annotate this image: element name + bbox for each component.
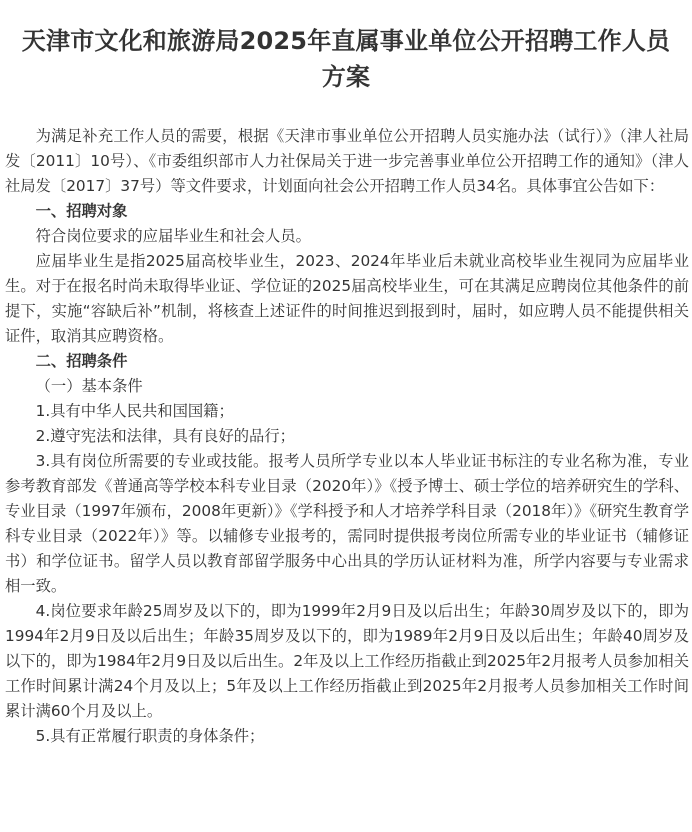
article-body <box>5 124 689 749</box>
page-title: 天津市文化和旅游局2025年直属事业单位公开招聘工作人员方案 <box>21 27 671 91</box>
section-heading-recruitment-targets: 一、招聘对象 <box>35 202 128 220</box>
subsection-basic-conditions: （一）基本条件 <box>35 377 143 395</box>
condition-item-4: 4.岗位要求年龄25周岁及以下的，即为1999年2月9日及以后出生；年龄30周岁及以下的，即为1994年2月9日及以后出生；年龄35周岁及以下的，即为1989年2月9日及以后出生；年龄40周岁及以下的，即为1984年2月9日及以后出生。2年及以上工作经历指截止到2025年2月报考人员参加相关工作时间累计满24个月及以上；5年及以上工作经历指截止到2025年2月报考人员参加相关工作时间累计满60个月及以上。 <box>5 602 689 720</box>
condition-item-2: 2.遵守宪法和法律，具有良好的品行； <box>35 427 295 445</box>
paragraph-graduate-definition: 应届毕业生是指2025届高校毕业生，2023、2024年毕业后未就业高校毕业生视同为应届毕业生。对于在报名时尚未取得毕业证、学位证的2025届高校毕业生，可在其满足应聘岗位其他条件的前提下，实施“容缺后补”机制，将核查上述证件的时间推迟到报到时，届时，如应聘人员不能提供相关证件，取消其应聘资格。 <box>5 252 689 345</box>
paragraph-eligible-applicants: 符合岗位要求的应届毕业生和社会人员。 <box>35 227 311 245</box>
condition-item-1: 1.具有中华人民共和国国籍； <box>35 402 234 420</box>
intro-paragraph: 为满足补充工作人员的需要，根据《天津市事业单位公开招聘人员实施办法（试行）》（津人社局发〔2011〕10号）、《市委组织部市人力社保局关于进一步完善事业单位公开招聘工作的通知》（津人社局发〔2017〕37号）等文件要求，计划面向社会公开招聘工作人员34名。具体事宜公告如下： <box>5 127 689 195</box>
section-heading-recruitment-conditions: 二、招聘条件 <box>35 352 128 370</box>
condition-item-3: 3.具有岗位所需要的专业或技能。报考人员所学专业以本人毕业证书标注的专业名称为准，专业参考教育部发《普通高等学校本科专业目录（2020年）》《授予博士、硕士学位的培养研究生的学科、专业目录（1997年颁布，2008年更新）》《学科授予和人才培养学科目录（2018年）》《研究生教育学科专业目录（2022年）》等。以辅修专业报考的，需同时提供报考岗位所需专业的毕业证书（辅修证书）和学位证书。留学人员以教育部留学服务中心出具的学历认证材料为准，所学内容要与专业需求相一致。 <box>5 452 689 595</box>
condition-item-5: 5.具有正常履行职责的身体条件； <box>35 727 265 745</box>
